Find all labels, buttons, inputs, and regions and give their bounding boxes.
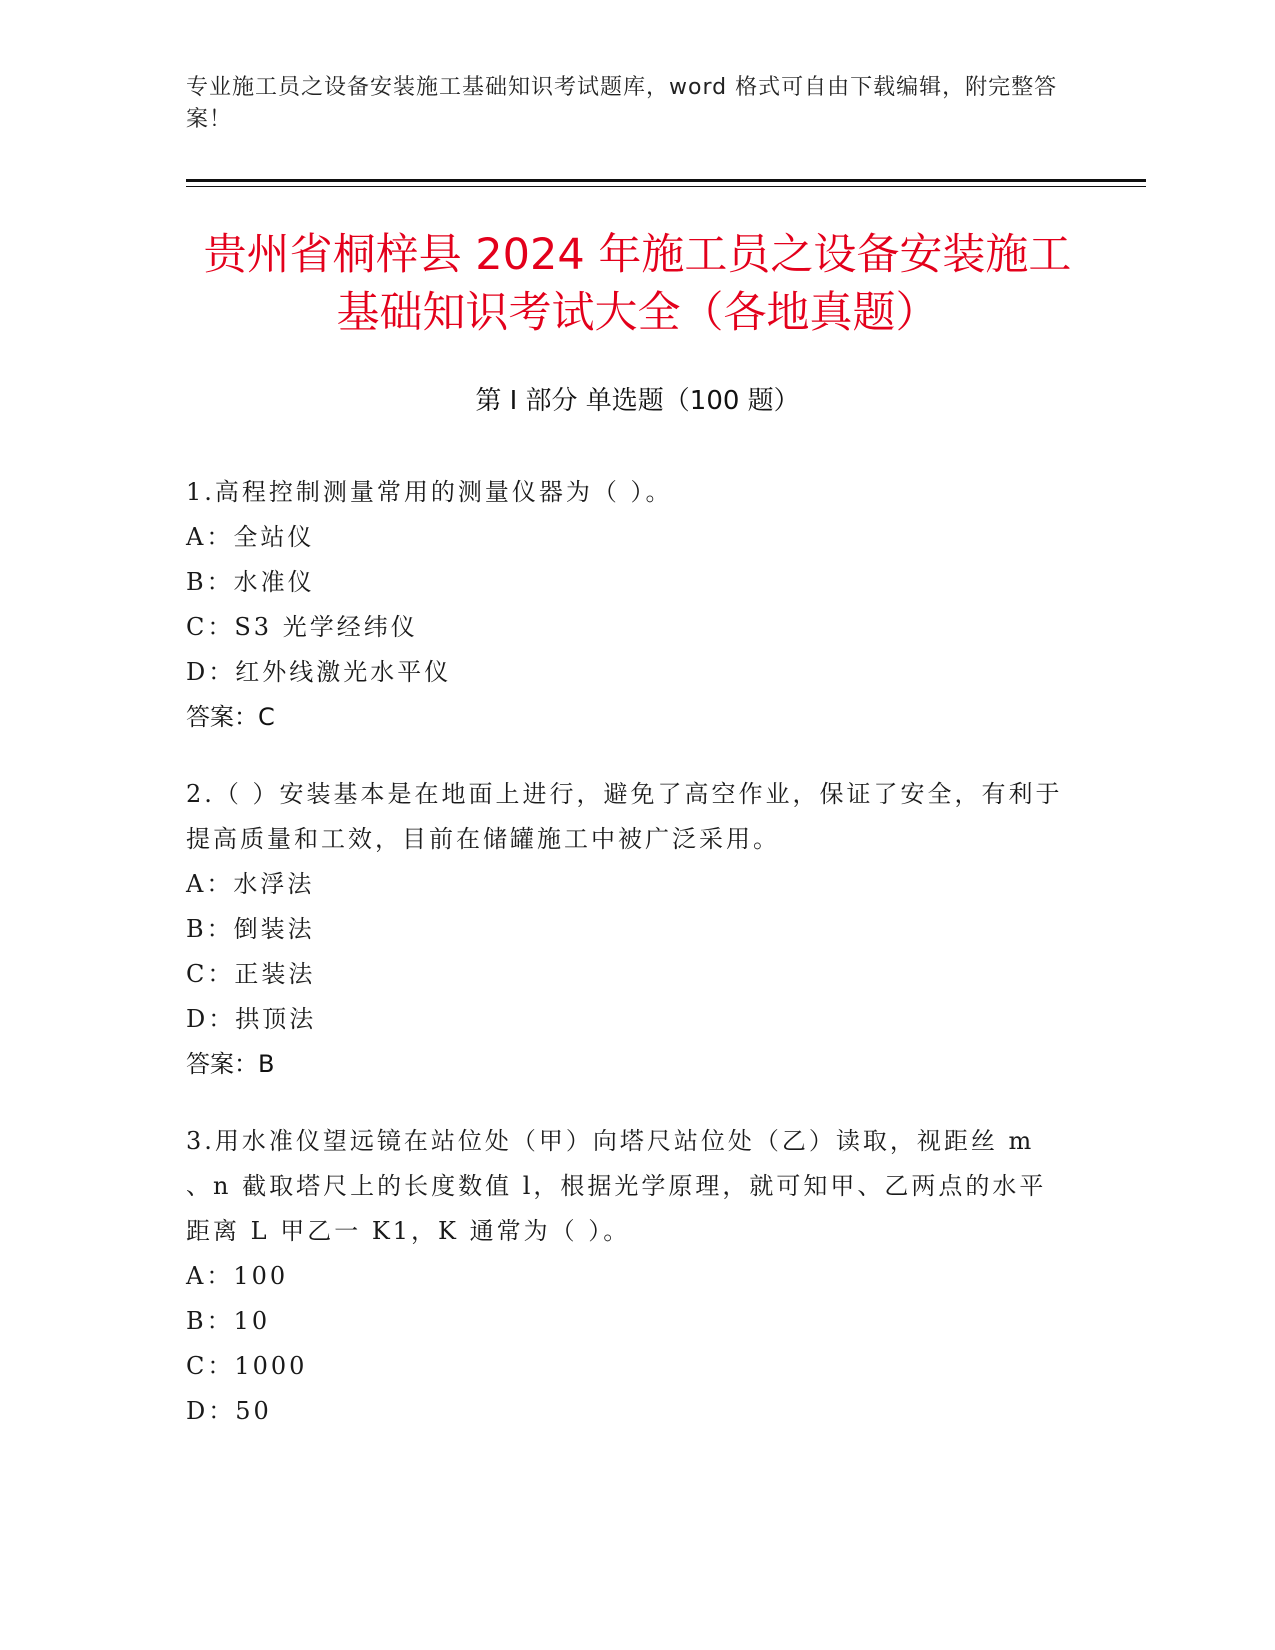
header-note: 专业施工员之设备安装施工基础知识考试题库，word 格式可自由下载编辑，附完整答案！ [186,75,1058,132]
option-c: C：S3 光学经纬仪 [186,613,418,641]
document-title-line-1: 贵州省桐梓县 2024 年施工员之设备安装施工 [203,230,1072,280]
document-title [160,226,1115,342]
option-d: D：拱顶法 [186,1005,317,1033]
question-stem: 3.用水准仪望远镜在站位处（甲）向塔尺站位处（乙）读取，视距丝 m 、n 截取塔尺上的长度数值 l，根据光学原理，就可知甲、乙两点的水平距离 L 甲乙一 K1，K 通常为（ ）。 [186,1127,1047,1245]
option-d: D：50 [186,1397,272,1425]
section-heading: 第 I 部分 单选题（100 题） [475,386,800,416]
option-a: A：100 [186,1262,289,1290]
option-c: C：1000 [186,1352,308,1380]
option-c: C：正装法 [186,960,316,988]
question-2 [186,772,1066,1087]
option-d: D：红外线激光水平仪 [186,658,452,686]
document-title-line-2: 基础知识考试大全（各地真题） [336,288,939,338]
option-b: B：水准仪 [186,568,315,596]
option-a: A：水浮法 [186,870,315,898]
question-stem: 2.（ ）安装基本是在地面上进行，避免了高空作业，保证了安全，有利于提高质量和工效，目前在储罐施工中被广泛采用。 [186,780,1063,853]
header-divider-thin [186,186,1146,187]
question-stem: 1.高程控制测量常用的测量仪器为（ ）。 [186,478,673,506]
option-b: B：10 [186,1307,271,1335]
option-b: B：倒装法 [186,915,315,943]
question-1 [186,470,1066,740]
option-a: A：全站仪 [186,523,315,551]
answer: 答案：B [186,1050,275,1078]
header-divider-thick [186,179,1146,182]
answer: 答案：C [186,703,275,731]
question-list [186,470,1066,1466]
question-3 [186,1119,1066,1434]
